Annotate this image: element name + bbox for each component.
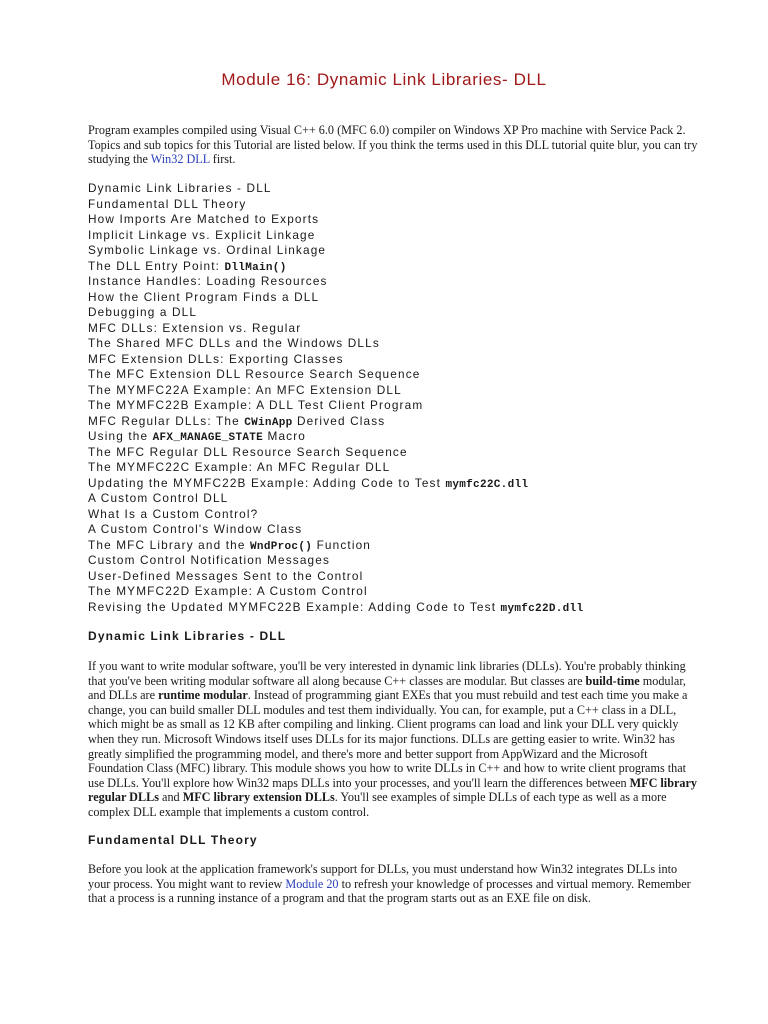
toc-item-text-after: Function <box>312 537 372 552</box>
table-of-contents <box>88 181 728 615</box>
toc-item[interactable] <box>88 398 728 414</box>
intro-text-end: first. <box>209 152 236 167</box>
toc-item[interactable] <box>88 522 728 538</box>
toc-item-text: Symbolic Linkage vs. Ordinal Linkage <box>88 243 327 257</box>
toc-item[interactable] <box>88 228 728 244</box>
toc-item-text: The MFC Library and the <box>88 537 251 552</box>
toc-item-code: mymfc22D.dll <box>500 602 584 615</box>
toc-item-code: CWinApp <box>244 416 293 429</box>
body-text: Before you look at the application framework's support for DLLs, you must understand how Win32 integrates DLLs into your process. You might want to review <box>88 862 678 891</box>
toc-item[interactable] <box>88 460 728 476</box>
toc-item[interactable] <box>88 600 728 616</box>
toc-item[interactable] <box>88 383 728 399</box>
toc-item-text: How the Client Program Finds a DLL <box>88 289 320 304</box>
body-text: and <box>159 790 183 805</box>
toc-item-code: DllMain() <box>224 261 287 274</box>
intro-paragraph <box>88 123 700 167</box>
toc-item-text: Implicit Linkage vs. Explicit Linkage <box>88 227 316 242</box>
bold-term: MFC library regular DLLs <box>88 775 697 805</box>
toc-item-text: Using the <box>88 429 153 443</box>
toc-item[interactable] <box>88 197 728 213</box>
section-dll-paragraph <box>88 659 700 820</box>
bold-term: runtime modular <box>158 688 248 703</box>
toc-item-code: AFX_MANAGE_STATE <box>152 432 264 444</box>
toc-item[interactable] <box>88 491 728 507</box>
toc-item[interactable] <box>88 352 728 368</box>
toc-item-text-after: Macro <box>263 429 306 443</box>
toc-item[interactable] <box>88 507 728 523</box>
toc-item-text: Custom Control Notification Messages <box>88 553 331 567</box>
module-20-link[interactable]: Module 20 <box>285 876 339 891</box>
toc-item[interactable] <box>88 321 728 337</box>
toc-item-text: MFC DLLs: Extension vs. Regular <box>88 320 302 335</box>
toc-item[interactable] <box>88 336 728 352</box>
toc-item[interactable] <box>88 243 728 259</box>
bold-term: MFC library extension DLLs <box>182 790 335 805</box>
toc-item-text: MFC Regular DLLs: The <box>88 413 245 428</box>
toc-item-text: The MYMFC22D Example: A Custom Control <box>88 584 368 598</box>
body-text: . Instead of programming giant EXEs that you must rebuild and test each time you make a change, you can build smaller DLL modules and test them individually. You can, for example, put a C++ class in a DLL, which might be as small as 12 KB after compiling and linking. Client programs can load and link your DLL very quickly when they run. Microsoft Windows itself uses DLLs for its major functions. DLLs are getting easier to write. Win32 has greatly simplified the programming model, and there's more and better support from AppWizard and the Microsoft Foundation Class (MFC) library. This module shows you how to write DLLs in C++ and how to write client programs that use DLLs. You'll explore how Win32 maps DLLs into your processes, and you'll learn the differences between <box>88 688 688 790</box>
section-heading-dll: Dynamic Link Libraries - DLL <box>88 629 287 643</box>
page-title: Module 16: Dynamic Link Libraries- DLL <box>221 70 547 89</box>
toc-item-text: A Custom Control DLL <box>88 491 229 505</box>
toc-item[interactable] <box>88 414 728 430</box>
toc-item[interactable] <box>88 429 728 445</box>
toc-item-text: The MYMFC22A Example: An MFC Extension DLL <box>88 382 402 397</box>
toc-item[interactable] <box>88 212 728 228</box>
toc-item-code: WndProc() <box>250 540 313 553</box>
body-text: modular, and DLLs are <box>88 673 686 703</box>
toc-item-text: The DLL Entry Point: <box>88 258 225 273</box>
toc-item[interactable] <box>88 367 728 383</box>
toc-item-text: How Imports Are Matched to Exports <box>88 212 320 226</box>
toc-item-text: Instance Handles: Loading Resources <box>88 274 328 288</box>
toc-item[interactable] <box>88 584 728 600</box>
body-text: If you want to write modular software, you'll be very interested in dynamic link libraries (DLLs). You're probably thinking that you've been writing modular software all along because C++ classes are modular. But classes are <box>88 659 686 688</box>
toc-item-text: MFC Extension DLLs: Exporting Classes <box>88 351 344 366</box>
toc-item-text: The MFC Extension DLL Resource Search Sequence <box>88 367 421 381</box>
section-theory-paragraph <box>88 862 700 906</box>
toc-item[interactable] <box>88 569 728 585</box>
toc-item-text: The MFC Regular DLL Resource Search Sequence <box>88 444 408 459</box>
intro-text: Program examples compiled using Visual C++ 6.0 (MFC 6.0) compiler on Windows XP Pro machine with Service Pack 2. Topics and sub topics for this Tutorial are listed below. If you think the terms used in this DLL tutorial quite blur, you can try studying the <box>88 123 698 167</box>
toc-item-text: User-Defined Messages Sent to the Control <box>88 568 364 583</box>
toc-item-text-after: Derived Class <box>292 413 386 428</box>
toc-item[interactable] <box>88 181 728 197</box>
toc-item-text: The Shared MFC DLLs and the Windows DLLs <box>88 336 380 350</box>
toc-item-text: What Is a Custom Control? <box>88 506 259 521</box>
toc-item-text: The MYMFC22C Example: An MFC Regular DLL <box>88 460 391 474</box>
body-text: . You'll see examples of simple DLLs of each type as well as a more complex DLL example that implements a custom control. <box>88 790 667 819</box>
toc-item-text: The MYMFC22B Example: A DLL Test Client Program <box>88 398 424 412</box>
toc-item[interactable] <box>88 290 728 306</box>
toc-item[interactable] <box>88 538 728 554</box>
toc-item-text: Updating the MYMFC22B Example: Adding Code to Test <box>88 475 446 490</box>
bold-term: build-time <box>585 673 640 688</box>
toc-item[interactable] <box>88 259 728 275</box>
toc-item[interactable] <box>88 305 728 321</box>
toc-item-text: Dynamic Link Libraries - DLL <box>88 181 272 195</box>
win32-dll-link[interactable]: Win32 DLL <box>150 152 210 167</box>
toc-item-text: Fundamental DLL Theory <box>88 196 247 211</box>
toc-item[interactable] <box>88 445 728 461</box>
toc-item[interactable] <box>88 274 728 290</box>
toc-item-text: A Custom Control's Window Class <box>88 522 303 536</box>
toc-item-text: Revising the Updated MYMFC22B Example: Adding Code to Test <box>88 599 501 614</box>
toc-item-text: Debugging a DLL <box>88 305 198 319</box>
section-heading-theory: Fundamental DLL Theory <box>88 833 258 847</box>
body-text: to refresh your knowledge of processes and virtual memory. Remember that a process is a running instance of a program and that the program starts out as an EXE file on disk. <box>88 876 691 906</box>
toc-item[interactable] <box>88 476 728 492</box>
toc-item-code: mymfc22C.dll <box>445 478 529 491</box>
toc-item[interactable] <box>88 553 728 569</box>
